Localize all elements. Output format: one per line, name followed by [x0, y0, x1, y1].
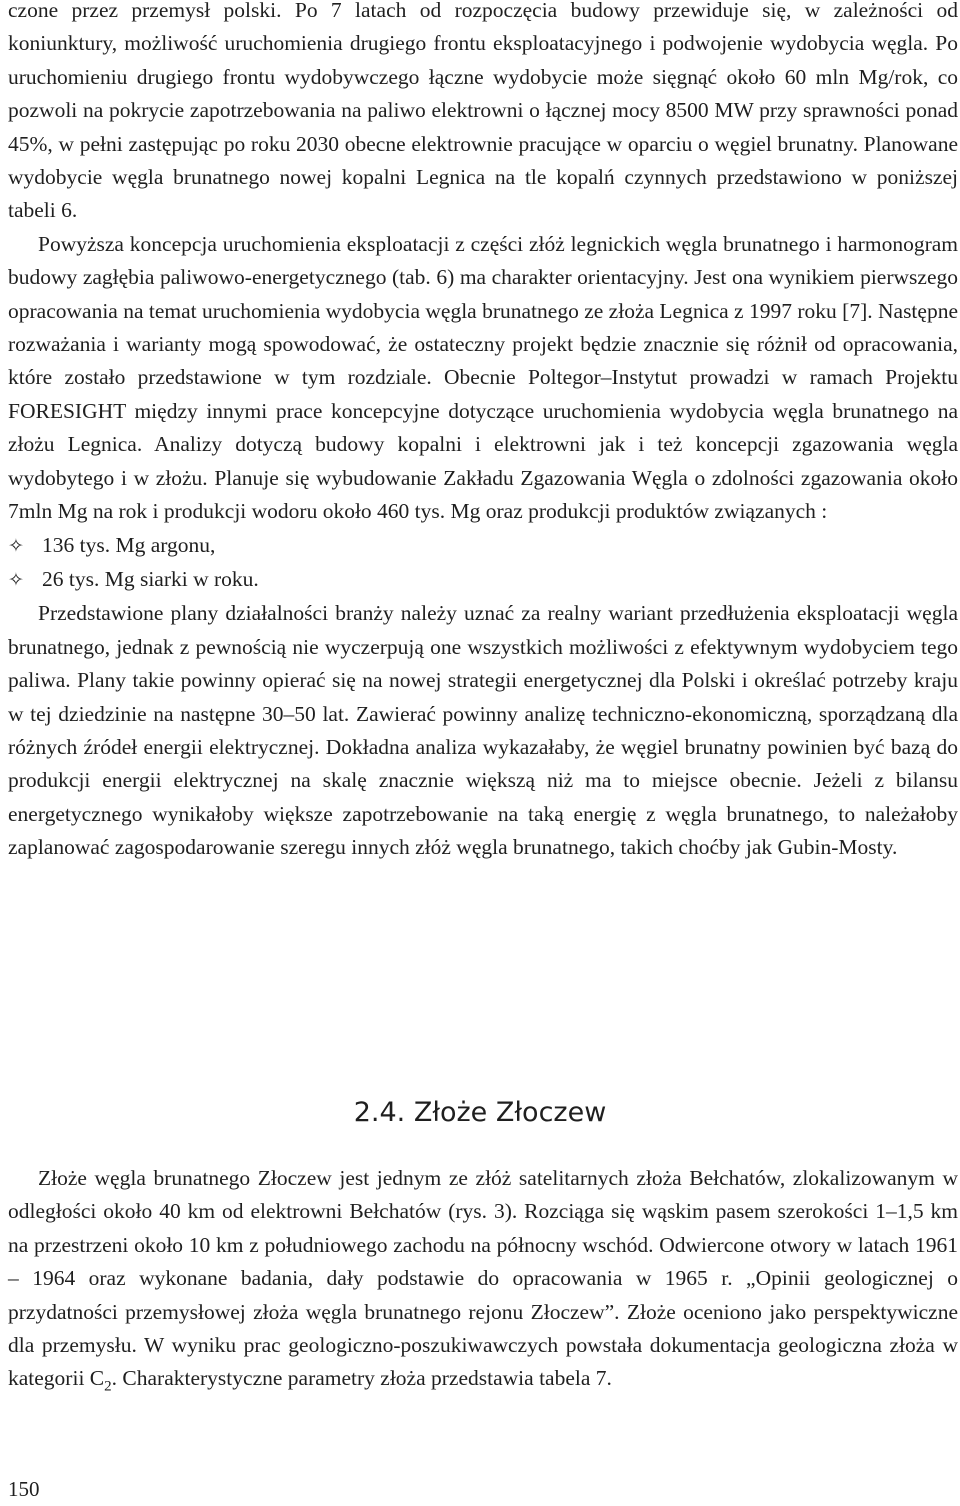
body-text-bottom: [8, 1162, 958, 1396]
body-text-top: [8, 0, 958, 865]
paragraph-plans: Przedstawione plany działalności branży należy uznać za realny wariant przedłużenia eksploatacji węgla brunatnego, jednak z pewnością nie wyczerpują one wszystkich możliwości z efektywnym wydobyciem tego paliwa. Plany takie powinny opierać się na nowej strategii energetycznej dla Polski i określać potrzeby kraju w tej dziedzinie na następne 30–50 lat. Zawierać powinny analizę techniczno-ekonomiczną, sporządzaną dla różnych źródeł energii elektrycznej. Dokładna analiza wykazałaby, że węgiel brunatny powinien być bazą do produkcji energii elektrycznej na skalę znacznie większą niż ma to miejsce obecnie. Jeżeli z bilansu energetycznego wynikałoby większe zapotrzebowanie na taką energię z węgla brunatnego, to należałoby zaplanować zagospodarowanie szeregu innych złóż węgla brunatnego, takich choćby jak Gubin-Mosty.: [8, 601, 958, 860]
star-outline-icon: ✧: [8, 534, 24, 557]
star-outline-icon: ✧: [8, 568, 24, 591]
page-number: 150: [8, 1477, 40, 1501]
paragraph-legnica-mining: czone przez przemysł polski. Po 7 latach od rozpoczęcia budowy przewiduje się, w zależności od koniunktury, możliwość uruchomienia drugiego frontu eksploatacyjnego i podwojenie wydobycia węgla. Po uruchomieniu drugiego frontu wydobywczego łączne wydobycie może sięgnąć około 60 mln Mg/rok, co pozwoli na pokrycie zapotrzebowania na paliwo elektrowni o łącznej mocy 8500 MW przy sprawności ponad 45%, w pełni zastępując po roku 2030 obecne elektrownie pracujące w oparciu o węgiel brunatny. Planowane wydobycie węgla brunatnego nowej kopalni Legnica na tle kopalń czynnych przedstawiono w poniższej tabeli 6.: [8, 0, 958, 223]
paragraph-zloczew: [8, 1162, 958, 1396]
category-subscript: 2: [104, 1378, 112, 1395]
paragraph-zloczew-end: . Charakterystyczne parametry złoża przedstawia tabela 7.: [111, 1366, 612, 1391]
paragraph-zloczew-text: Złoże węgla brunatnego Złoczew jest jednym ze złóż satelitarnych złoża Bełchatów, zlokalizowanym w odległości około 40 km od elektrowni Bełchatów (rys. 3). Rozciąga się wąskim pasem szerokości 1–1,5 km na przestrzeni około 10 km z południowego zachodu na północny wschód. Odwiercone otwory w latach 1961 – 1964 oraz wykonane badania, dały podstawie do opracowania w 1965 r. „Opinii geologicznej o przydatności przemysłowej złoża węgla brunatnego rejonu Złoczew”. Złoże oceniono jako perspektywiczne dla przemysłu. W wyniku prac geologiczno-poszukiwawczych powstała dokumentacja geologiczna złoża w kategorii C: [8, 1166, 958, 1391]
list-item-text: 26 tys. Mg siarki w roku.: [42, 566, 259, 591]
section-heading: 2.4. Złoże Złoczew: [353, 1097, 607, 1128]
paragraph-concept: Powyższa koncepcja uruchomienia eksploatacji z części złóż legnickich węgla brunatnego i harmonogram budowy zagłębia paliwowo-energetycznego (tab. 6) ma charakter orientacyjny. Jest ona wynikiem pierwszego opracowania na temat uruchomienia wydobycia węgla brunatnego ze złoża Legnica z 1997 roku [7]. Następne rozważania i warianty mogą spowodować, że ostateczny projekt będzie znacznie się różnił od opracowania, które zostało przedstawione w tym rozdziale. Obecnie Poltegor–Instytut prowadzi w ramach Projektu FORESIGHT między innymi prace koncepcyjne dotyczące uruchomienia wydobycia węgla brunatnego na złożu Legnica. Analizy dotyczą budowy kopalni i elektrowni jak i też koncepcji zgazowania węgla wydobytego i w złożu. Planuje się wybudowanie Zakładu Zgazowania Węgla o zdolności zgazowania około 7mln Mg na rok i produkcji wodoru około 460 tys. Mg oraz produkcji produktów związanych :: [8, 231, 958, 524]
list-item: [8, 529, 958, 563]
list-item: [8, 563, 958, 597]
list-item-text: 136 tys. Mg argonu,: [42, 532, 216, 557]
